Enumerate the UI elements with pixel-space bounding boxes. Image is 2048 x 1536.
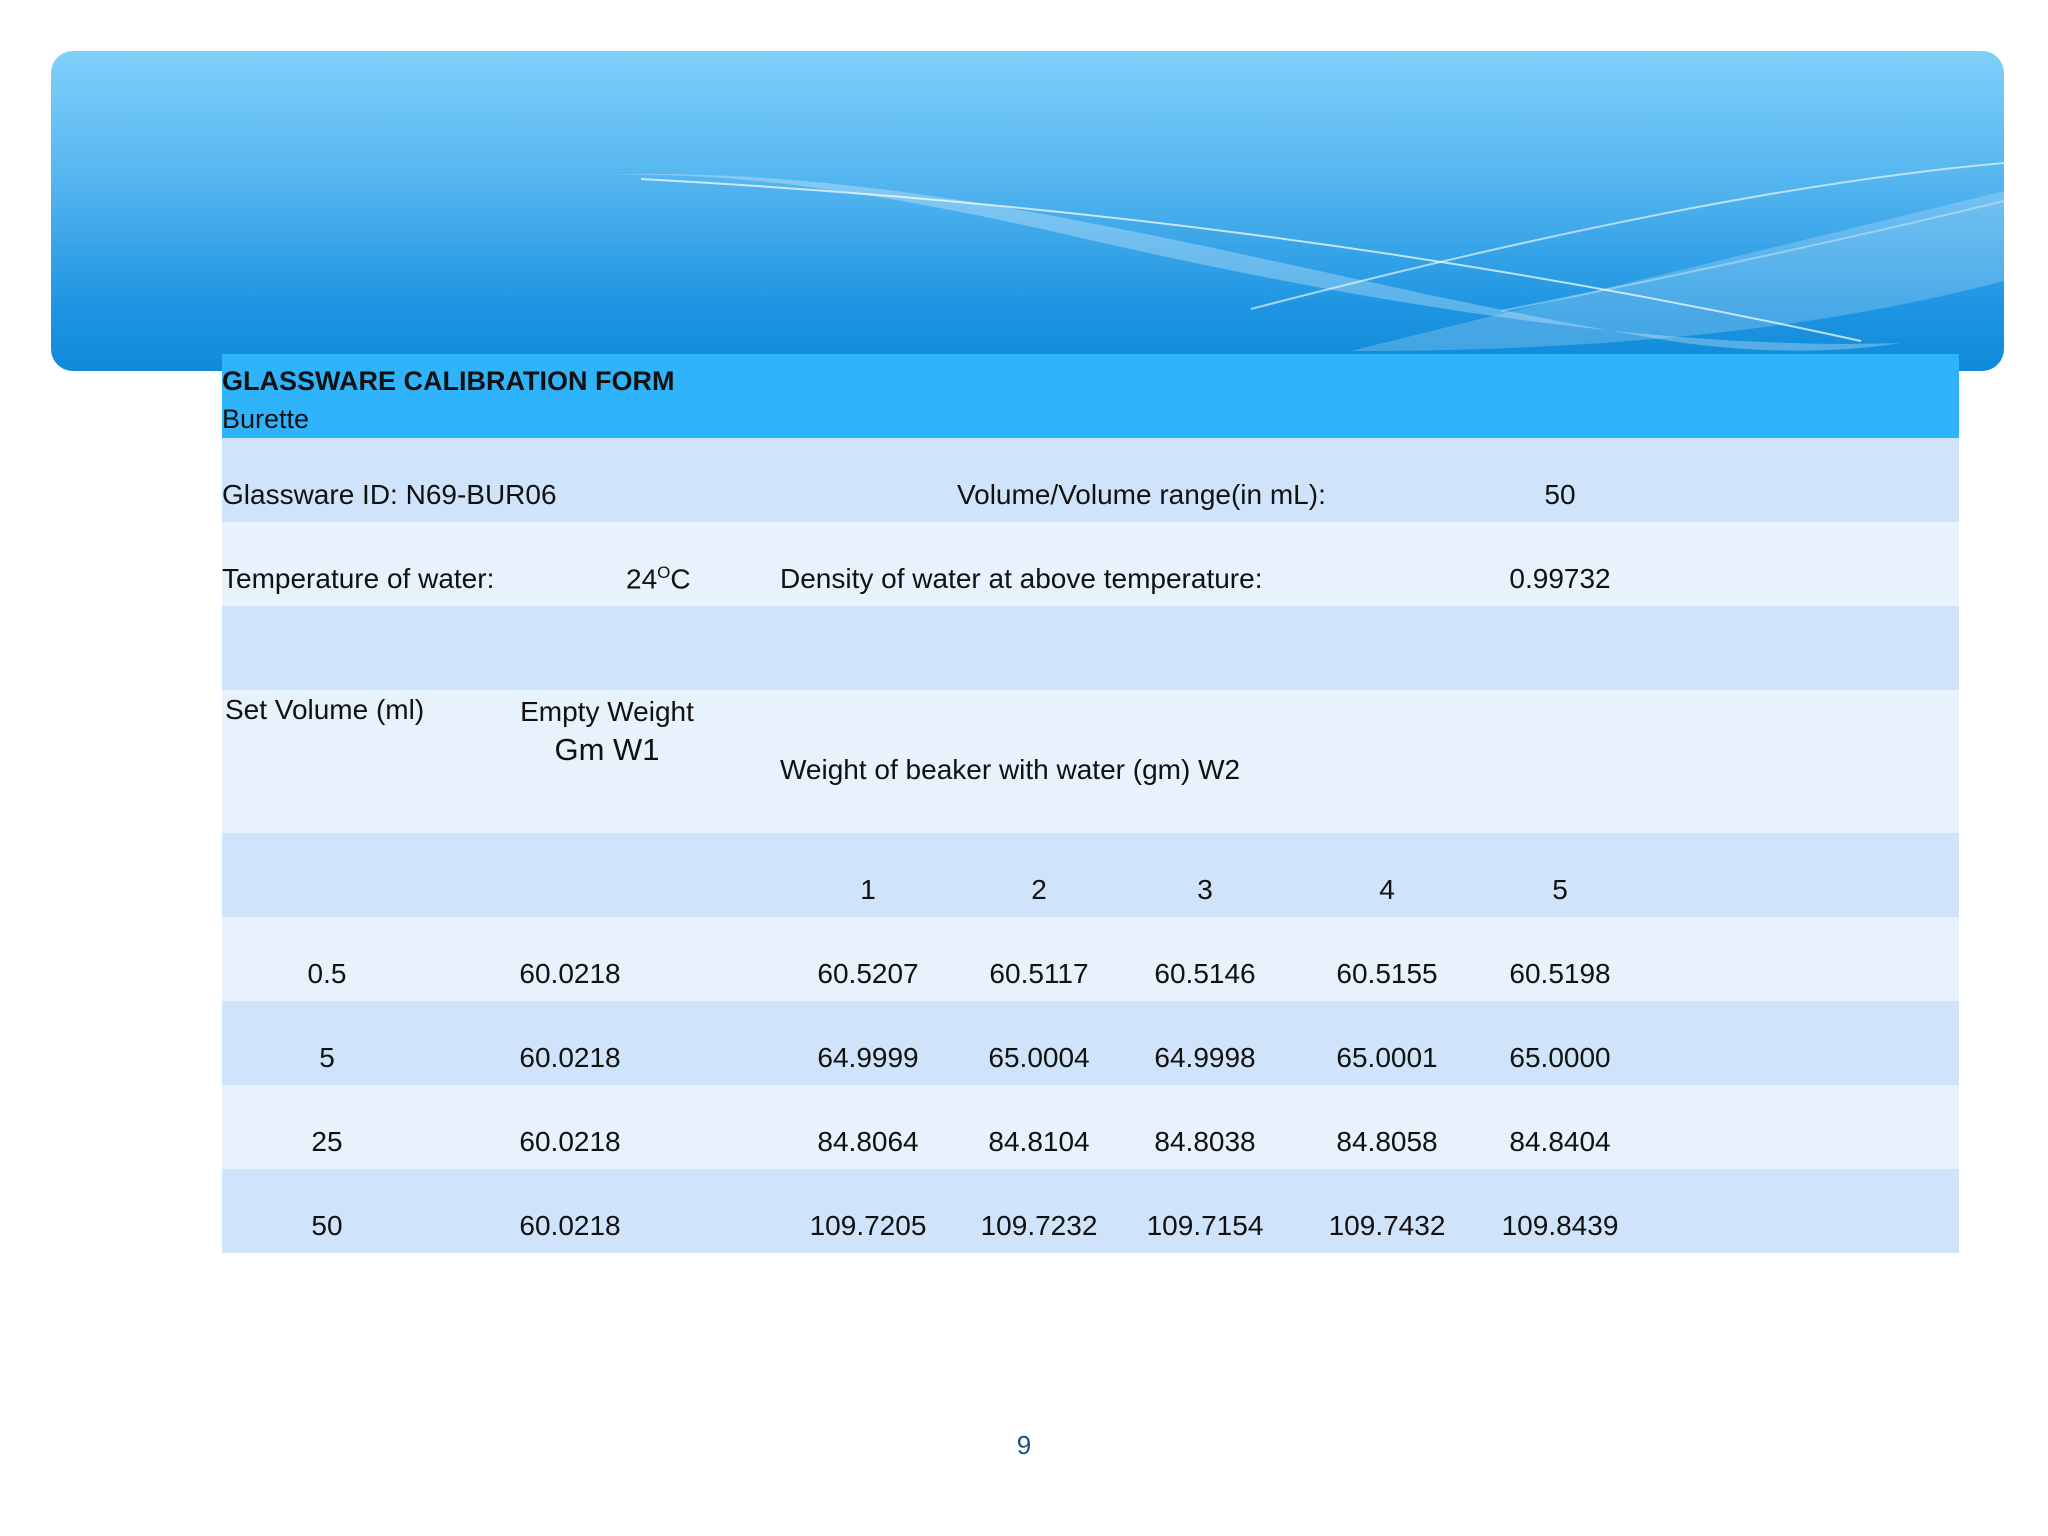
empty-weight-header: Empty Weight <box>520 696 694 727</box>
header-banner <box>51 51 2004 371</box>
temperature-label: Temperature of water: <box>222 563 495 594</box>
set-volume-cell: 50 <box>311 1210 343 1241</box>
column-header-row <box>222 690 1959 833</box>
table-row <box>222 917 1959 1001</box>
weight-cell: 65.0004 <box>988 1042 1090 1073</box>
weight-cell: 60.5207 <box>817 958 919 989</box>
form-subtitle: Burette <box>222 404 310 434</box>
volume-value: 50 <box>1544 479 1576 510</box>
id-volume-row <box>222 438 1959 522</box>
calibration-form <box>222 354 1959 1253</box>
page-number: 9 <box>1016 1430 1032 1460</box>
table-row <box>222 1001 1959 1085</box>
empty-weight-unit: Gm W1 <box>554 732 660 767</box>
temperature-value: $24^OC$ <box>626 563 691 595</box>
trial-number: 1 <box>860 874 876 905</box>
trial-number: 3 <box>1197 874 1213 905</box>
set-volume-header: Set Volume (ml) <box>225 694 425 725</box>
trial-number: 2 <box>1031 874 1047 905</box>
weight-cell: 84.8404 <box>1509 1126 1611 1157</box>
set-volume-cell: 5 <box>319 1042 335 1073</box>
spacer-row <box>222 606 1959 690</box>
glassware-id: Glassware ID: N69-BUR06 <box>222 479 557 510</box>
weight-cell: 84.8038 <box>1154 1126 1256 1157</box>
weight-cell: 84.8058 <box>1336 1126 1438 1157</box>
empty-weight-cell: 60.0218 <box>519 1042 621 1073</box>
empty-weight-cell: 60.0218 <box>519 1126 621 1157</box>
temperature-density-row <box>222 522 1959 606</box>
wave-decoration <box>51 51 2004 371</box>
weight-cell: 109.8439 <box>1501 1210 1619 1241</box>
trial-number: 5 <box>1552 874 1568 905</box>
weight-cell: 64.9999 <box>817 1042 919 1073</box>
trial-number-row <box>222 833 1959 917</box>
weight-cell: 60.5155 <box>1336 958 1438 989</box>
weight-cell: 65.0000 <box>1509 1042 1611 1073</box>
volume-label: Volume/Volume range(in mL): <box>957 479 1326 510</box>
table-row <box>222 1085 1959 1169</box>
weight-cell: 109.7205 <box>809 1210 927 1241</box>
beaker-weight-header: Weight of beaker with water (gm) W2 <box>780 754 1241 785</box>
weight-cell: 84.8064 <box>817 1126 919 1157</box>
density-label: Density of water at above temperature: <box>780 563 1263 594</box>
weight-cell: 84.8104 <box>988 1126 1090 1157</box>
weight-cell: 60.5146 <box>1154 958 1256 989</box>
trial-number: 4 <box>1379 874 1395 905</box>
set-volume-cell: 25 <box>311 1126 343 1157</box>
empty-weight-cell: 60.0218 <box>519 958 621 989</box>
weight-cell: 65.0001 <box>1336 1042 1438 1073</box>
weight-cell: 109.7154 <box>1146 1210 1264 1241</box>
table-row <box>222 1169 1959 1253</box>
weight-cell: 60.5117 <box>989 958 1089 989</box>
form-title: GLASSWARE CALIBRATION FORM <box>222 366 675 396</box>
weight-cell: 60.5198 <box>1509 958 1611 989</box>
set-volume-cell: 0.5 <box>307 958 347 989</box>
form-header <box>222 354 1959 438</box>
empty-weight-cell: 60.0218 <box>519 1210 621 1241</box>
weight-cell: 64.9998 <box>1154 1042 1256 1073</box>
density-value: 0.99732 <box>1509 563 1611 594</box>
weight-cell: 109.7432 <box>1328 1210 1446 1241</box>
weight-cell: 109.7232 <box>980 1210 1098 1241</box>
